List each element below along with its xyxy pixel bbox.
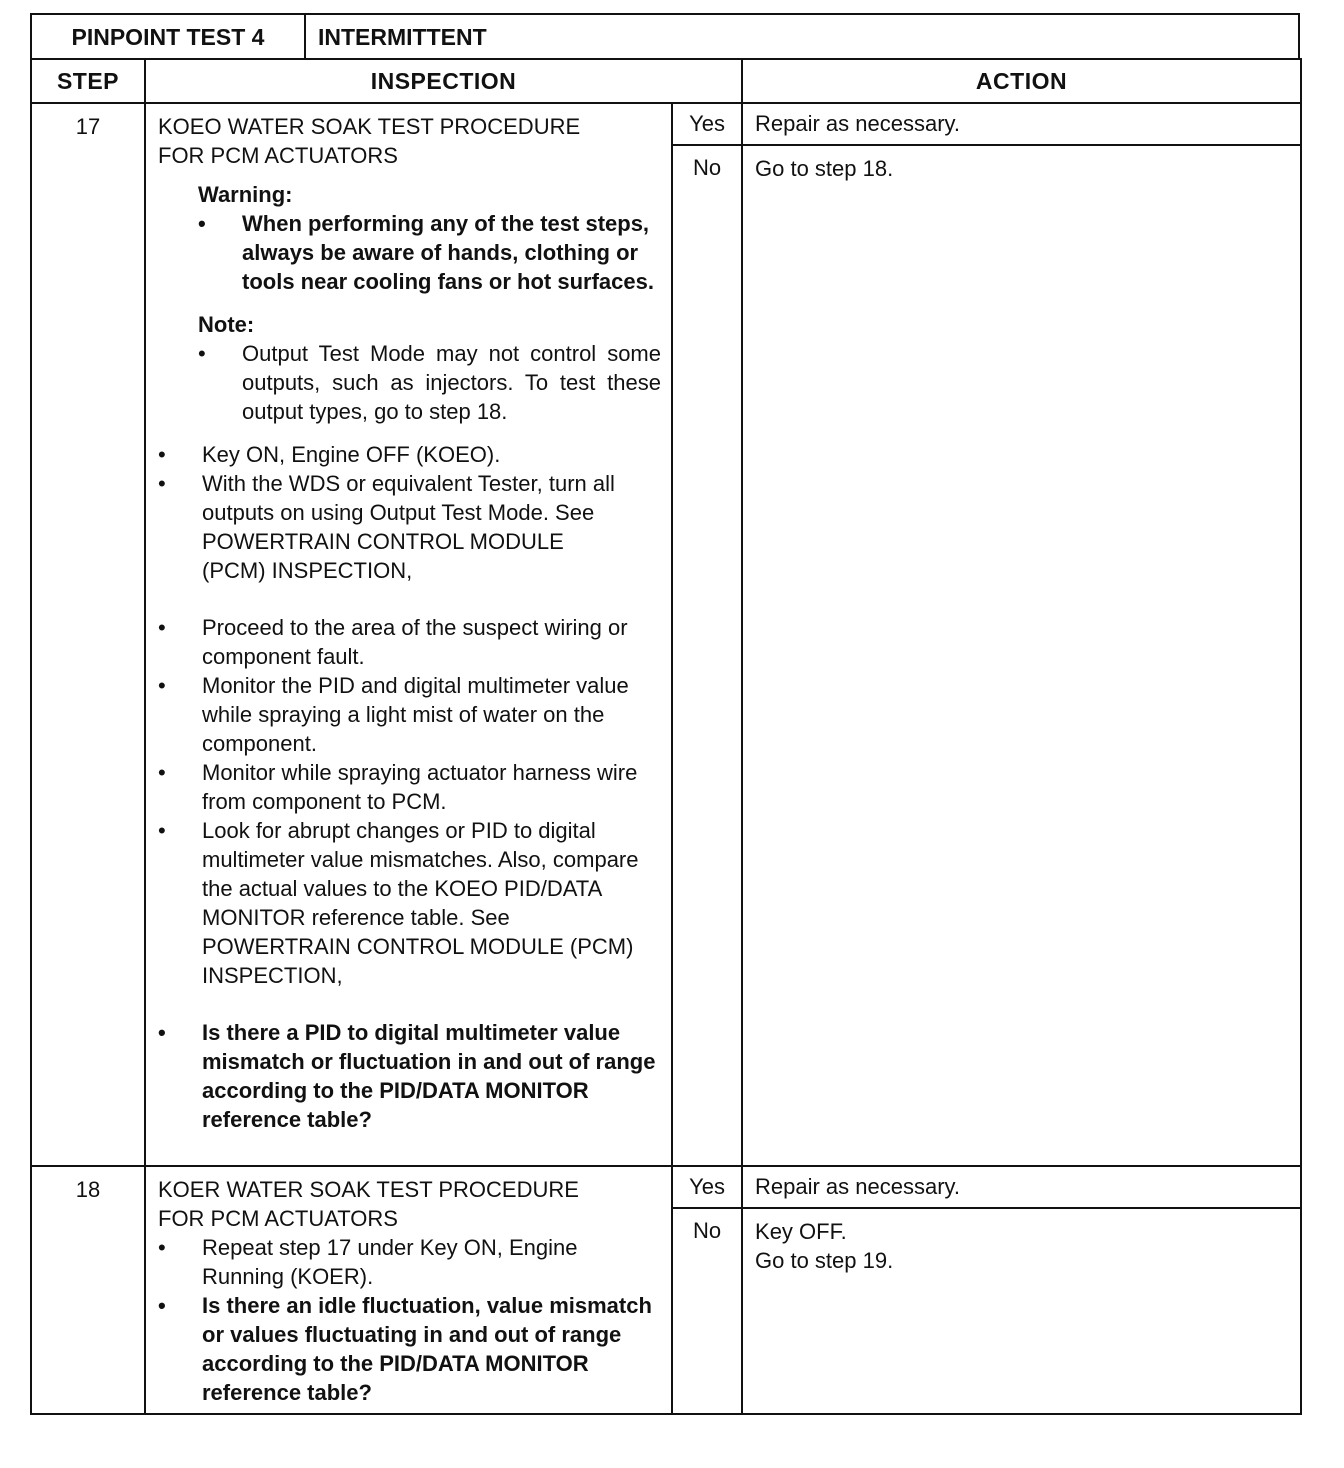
pinpoint-test-sheet bbox=[30, 13, 1300, 1415]
warning-text: • When performing any of the test steps, always be aware of hands, clothing or tools near cooling fans or hot surfaces. bbox=[198, 209, 661, 296]
list-item: • Repeat step 17 under Key ON, Engine Running (KOER). bbox=[158, 1233, 661, 1291]
procedure-table bbox=[30, 58, 1302, 1415]
column-header-row bbox=[31, 59, 1301, 103]
step-title-line: FOR PCM ACTUATORS bbox=[158, 1206, 398, 1231]
step-inspection bbox=[145, 1166, 672, 1414]
column-header-inspection: INSPECTION bbox=[145, 59, 742, 103]
no-action-line: Go to step 19. bbox=[755, 1248, 894, 1273]
note-label: Note: bbox=[198, 312, 255, 337]
list-item: • With the WDS or equivalent Tester, turn all outputs on using Output Test Mode. See POWERTRAIN CONTROL MODULE (PCM) INSPECTION, bbox=[158, 469, 661, 585]
column-header-action: ACTION bbox=[742, 59, 1301, 103]
no-action-line: Go to step 18. bbox=[755, 156, 894, 181]
step-title-line: KOEO WATER SOAK TEST PROCEDURE bbox=[158, 114, 581, 139]
question-text: • Is there an idle fluctuation, value mismatch or values fluctuating in and out of range according to the PID/DATA MONITOR reference table? bbox=[158, 1291, 661, 1407]
test-label: PINPOINT TEST 4 bbox=[32, 15, 306, 58]
step-title-line: KOER WATER SOAK TEST PROCEDURE bbox=[158, 1177, 579, 1202]
step-title bbox=[158, 1175, 661, 1233]
list-item: • Monitor while spraying actuator harness wire from component to PCM. bbox=[158, 758, 661, 816]
list-item: • Monitor the PID and digital multimeter value while spraying a light mist of water on the component. bbox=[158, 671, 661, 758]
warning-block bbox=[198, 180, 661, 296]
note-block bbox=[198, 310, 661, 426]
list-item: • Look for abrupt changes or PID to digital multimeter value mismatches. Also, compare the actual values to the KOEO PID/DATA MONITOR reference table. See POWERTRAIN CONTROL MODULE (PCM) INSPECTION, bbox=[158, 816, 661, 990]
step-title bbox=[158, 112, 661, 170]
list-item: • Proceed to the area of the suspect wiring or component fault. bbox=[158, 613, 661, 671]
yes-label: Yes bbox=[673, 1167, 741, 1209]
test-title: INTERMITTENT bbox=[318, 24, 487, 50]
column-header-step: STEP bbox=[31, 59, 145, 103]
question-text: • Is there a PID to digital multimeter value mismatch or fluctuation in and out of range according to the PID/DATA MONITOR reference table? bbox=[158, 1018, 661, 1134]
response-cell bbox=[672, 1166, 742, 1414]
list-item: • Key ON, Engine OFF (KOEO). bbox=[158, 440, 661, 469]
step-bullets bbox=[158, 613, 661, 990]
response-cell bbox=[672, 103, 742, 1166]
warning-label: Warning: bbox=[198, 182, 293, 207]
note-text: • Output Test Mode may not control some outputs, such as injectors. To test these output types, go to step 18. bbox=[198, 339, 661, 426]
no-action-line: Key OFF. bbox=[755, 1219, 847, 1244]
step-number: 18 bbox=[31, 1166, 145, 1414]
step-number: 17 bbox=[31, 103, 145, 1166]
yes-action: Repair as necessary. bbox=[743, 104, 1300, 146]
test-title-row bbox=[30, 13, 1300, 58]
step-bullets bbox=[158, 440, 661, 585]
yes-label: Yes bbox=[673, 104, 741, 146]
no-label: No bbox=[692, 155, 722, 180]
no-action bbox=[743, 1209, 1300, 1275]
table-row bbox=[31, 1166, 1301, 1414]
no-action bbox=[743, 146, 1300, 183]
action-cell bbox=[742, 103, 1301, 1166]
table-row bbox=[31, 103, 1301, 1166]
step-inspection bbox=[145, 103, 672, 1166]
action-cell bbox=[742, 1166, 1301, 1414]
yes-action: Repair as necessary. bbox=[743, 1167, 1300, 1209]
step-question bbox=[158, 1018, 661, 1134]
step-title-line: FOR PCM ACTUATORS bbox=[158, 143, 398, 168]
no-label: No bbox=[692, 1218, 722, 1243]
step-bullets bbox=[158, 1233, 661, 1407]
